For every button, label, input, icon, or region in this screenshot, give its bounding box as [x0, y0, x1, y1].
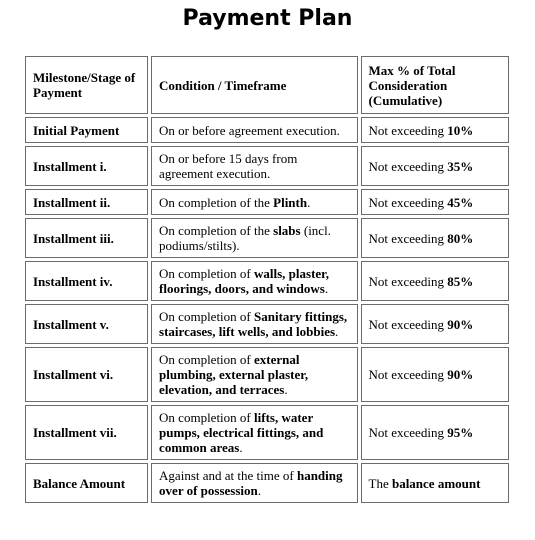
table-row: [25, 117, 509, 143]
condition-suffix: (incl. podiums/stilts).: [159, 223, 331, 253]
percent-cell: [361, 304, 510, 344]
percent-cell: [361, 261, 510, 301]
table-row: [25, 189, 509, 215]
condition-cell: [151, 261, 357, 301]
condition-emphasis: external plumbing, external plaster, elevation, and terraces: [159, 352, 309, 397]
percent-cell: [361, 463, 510, 503]
condition-suffix: .: [324, 281, 329, 296]
header-condition: Condition / Timeframe: [151, 56, 357, 114]
payment-plan-table: [22, 53, 512, 506]
percent-prefix: Not exceeding: [368, 273, 448, 289]
condition-cell: [151, 218, 357, 258]
condition-emphasis: walls, plaster, floorings, doors, and windows: [159, 266, 330, 296]
percent-cell: [361, 189, 510, 215]
milestone-cell: Installment vi.: [25, 347, 148, 402]
condition-emphasis: slabs: [273, 223, 301, 238]
milestone-cell: Installment iv.: [25, 261, 148, 301]
table-row: [25, 347, 509, 402]
condition-cell: [151, 304, 357, 344]
percent-value: 80%: [447, 230, 474, 246]
percent-cell: [361, 405, 510, 460]
percent-cell: [361, 347, 510, 402]
percent-value: 35%: [447, 158, 474, 174]
milestone-cell: Installment ii.: [25, 189, 148, 215]
table-row: [25, 304, 509, 344]
condition-emphasis: handing over of possession: [159, 468, 343, 498]
percent-prefix: Not exceeding: [368, 194, 448, 210]
table-row: [25, 405, 509, 460]
milestone-cell: Installment vii.: [25, 405, 148, 460]
percent-value: 85%: [447, 273, 474, 289]
condition-cell: [151, 117, 357, 143]
condition-suffix: .: [257, 483, 262, 498]
condition-suffix: .: [284, 382, 288, 397]
condition-emphasis: Plinth: [273, 194, 308, 210]
header-milestone: Milestone/Stage of Payment: [25, 56, 148, 114]
percent-value: 45%: [447, 194, 474, 210]
percent-prefix: Not exceeding: [368, 230, 448, 246]
milestone-cell: Balance Amount: [25, 463, 148, 503]
condition-text: On or before 15 days from agreement execution.: [159, 151, 298, 181]
condition-cell: [151, 146, 357, 186]
milestone-cell: Installment v.: [25, 304, 148, 344]
header-max-percent: Max % of Total Consideration (Cumulative): [361, 56, 510, 114]
percent-prefix: Not exceeding: [368, 425, 448, 440]
percent-prefix: Not exceeding: [368, 158, 448, 174]
condition-text: On completion of: [159, 266, 255, 281]
condition-cell: [151, 189, 357, 215]
percent-prefix: The: [368, 475, 392, 491]
condition-text: Against and at the time of: [159, 468, 297, 483]
condition-text: On or before agreement execution.: [159, 122, 340, 138]
condition-cell: [151, 347, 357, 402]
percent-value: 90%: [447, 316, 474, 332]
percent-value: 90%: [447, 367, 474, 382]
table-row: [25, 261, 509, 301]
condition-cell: [151, 405, 357, 460]
condition-suffix: .: [239, 440, 243, 455]
condition-suffix: .: [307, 194, 311, 210]
condition-emphasis: Sanitary fittings, staircases, lift wells, and lobbies: [159, 309, 348, 339]
milestone-cell: Installment i.: [25, 146, 148, 186]
table-header-row: [25, 56, 509, 114]
percent-cell: [361, 218, 510, 258]
percent-cell: [361, 146, 510, 186]
percent-prefix: Not exceeding: [368, 316, 448, 332]
condition-cell: [151, 463, 357, 503]
condition-text: On completion of the: [159, 194, 274, 210]
condition-emphasis: lifts, water pumps, electrical fittings, and common areas: [159, 410, 324, 455]
condition-suffix: .: [335, 324, 339, 339]
condition-text: On completion of the: [159, 223, 274, 238]
milestone-cell: Initial Payment: [25, 117, 148, 143]
percent-value: 10%: [447, 122, 474, 138]
condition-text: On completion of: [159, 352, 255, 367]
percent-prefix: Not exceeding: [368, 367, 448, 382]
table-row: [25, 218, 509, 258]
percent-cell: [361, 117, 510, 143]
page-title: Payment Plan: [182, 6, 353, 31]
percent-prefix: Not exceeding: [368, 122, 448, 138]
table-row: [25, 146, 509, 186]
percent-value: balance amount: [391, 475, 481, 491]
condition-text: On completion of: [159, 410, 255, 425]
percent-value: 95%: [447, 425, 474, 440]
table-row: [25, 463, 509, 503]
condition-text: On completion of: [159, 309, 255, 324]
milestone-cell: Installment iii.: [25, 218, 148, 258]
